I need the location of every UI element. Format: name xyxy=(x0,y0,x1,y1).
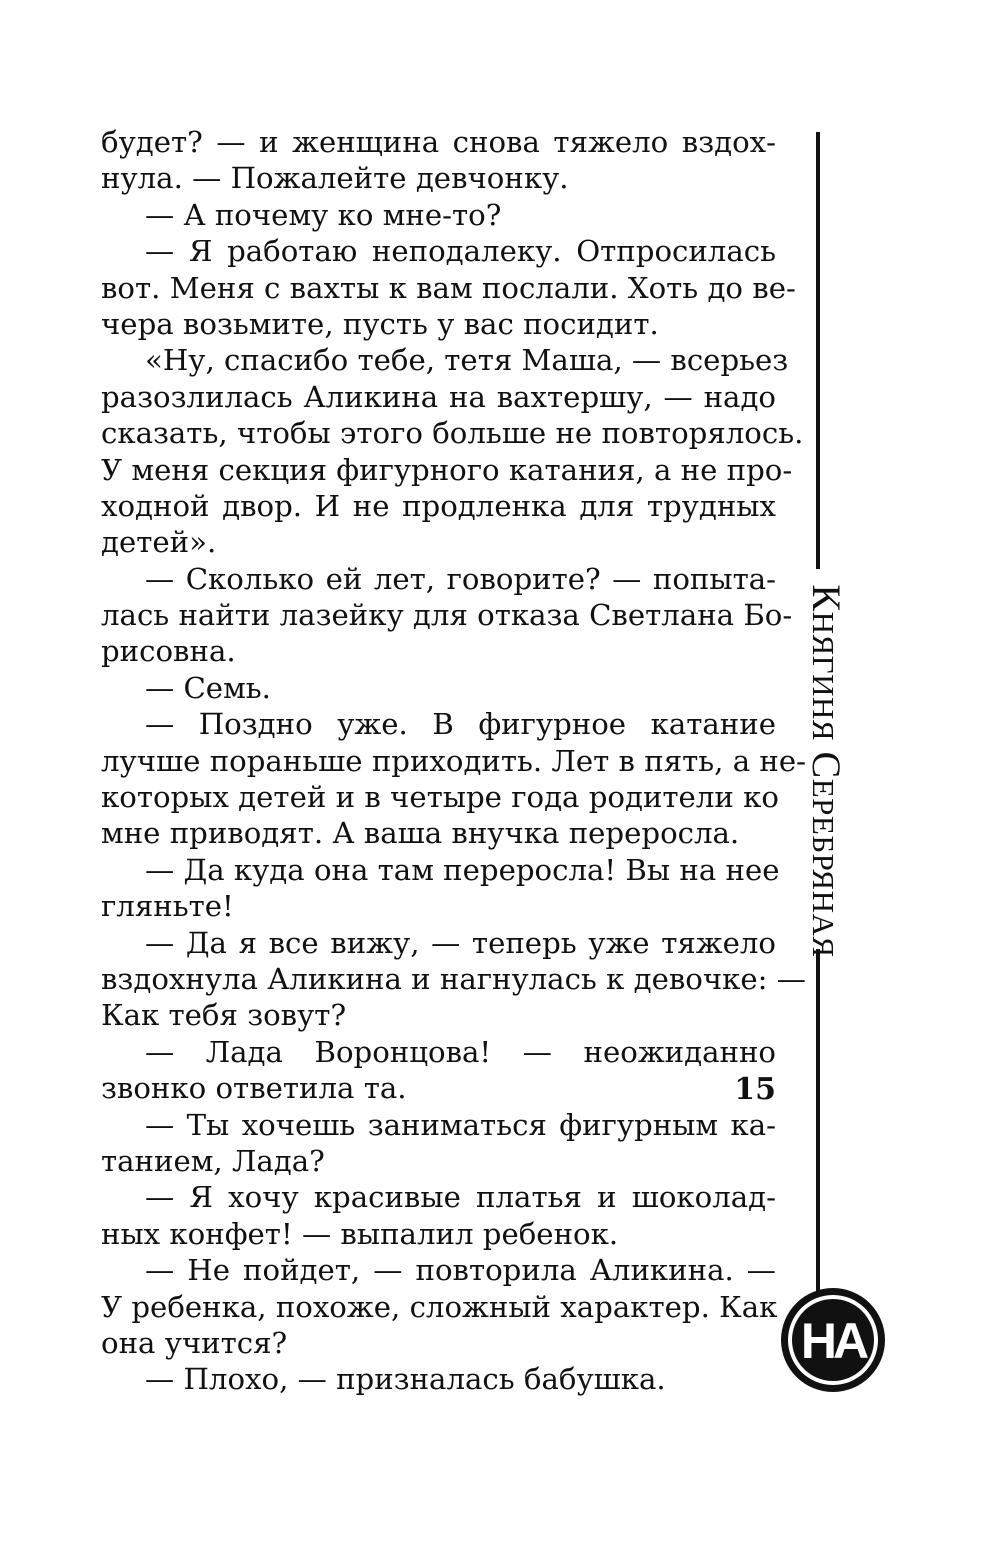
author-last-initial: С xyxy=(804,751,849,779)
author-first-rest: НЯГИНЯ xyxy=(806,611,841,742)
text-line: разозлилась Аликина на вахтершу, — надо xyxy=(101,379,776,414)
text-line: — Поздно уже. В фигурное катание xyxy=(145,707,776,742)
text-line: танием, Лада? xyxy=(101,1143,325,1178)
text-line: «Ну, спасибо тебе, тетя Маша, — всерьез xyxy=(145,343,789,378)
text-line: У ребенка, похоже, сложный характер. Как xyxy=(101,1289,778,1324)
text-line: — Я работаю неподалеку. Отпросилась xyxy=(145,234,776,269)
body-text xyxy=(101,124,806,1398)
text-line: вот. Меня с вахты к вам послали. Хоть до ве- xyxy=(101,270,796,305)
text-line: — Да куда она там переросла! Вы на нее xyxy=(145,852,780,887)
text-line: — А почему ко мне-то? xyxy=(145,197,502,232)
page-number: 15 xyxy=(734,1072,776,1107)
author-last-rest: ЕРЕБРЯНАЯ xyxy=(806,778,841,958)
text-line: будет? — и женщина снова тяжело вздох- xyxy=(101,125,776,159)
text-line: нула. — Пожалейте девчонку. xyxy=(101,161,569,196)
text-line: лучше пораньше приходить. Лет в пять, а не- xyxy=(101,743,806,778)
text-line: Как тебя зовут? xyxy=(101,998,347,1033)
text-line: звонко ответила та. xyxy=(101,1071,407,1106)
text-line: гляньте! xyxy=(101,889,234,924)
text-line: детей». xyxy=(101,525,217,560)
logo-text: НА xyxy=(800,1313,866,1369)
text-line: — Лада Воронцова! — неожиданно xyxy=(145,1034,776,1069)
text-line: которых детей и в четыре года родители ко xyxy=(101,780,779,815)
text-line: она учится? xyxy=(101,1325,288,1360)
text-line: лась найти лазейку для отказа Светлана Бо- xyxy=(101,598,793,633)
text-line: ных конфет! — выпалил ребенок. xyxy=(101,1216,619,1251)
text-line: — Семь. xyxy=(145,670,271,705)
text-line: — Да я все вижу, — теперь уже тяжело xyxy=(145,925,776,960)
text-line: чера возьмите, пусть у вас посидит. xyxy=(101,306,659,341)
text-line: вздохнула Аликина и нагнулась к девочке: — xyxy=(101,961,806,996)
text-line: мне приводят. А ваша внучка переросла. xyxy=(101,816,740,851)
text-line: — Сколько ей лет, говорите? — попыта- xyxy=(145,561,776,596)
text-line: — Я хочу красивые платья и шоколад- xyxy=(145,1180,776,1215)
text-line: — Ты хочешь заниматься фигурным ка- xyxy=(145,1107,776,1142)
author-first-initial: К xyxy=(804,584,849,612)
publisher-logo xyxy=(779,1286,887,1394)
text-line: — Не пойдет, — повторила Аликина. — xyxy=(145,1253,776,1288)
text-line: ходной двор. И не продленка для трудных xyxy=(101,488,776,523)
running-head-author xyxy=(804,581,849,961)
text-line: — Плохо, — призналась бабушка. xyxy=(145,1362,666,1397)
text-line: рисовна. xyxy=(101,634,236,669)
text-line: У меня секция фигурного катания, а не про- xyxy=(101,452,793,487)
text-line: сказать, чтобы этого больше не повторялось. xyxy=(101,416,804,451)
